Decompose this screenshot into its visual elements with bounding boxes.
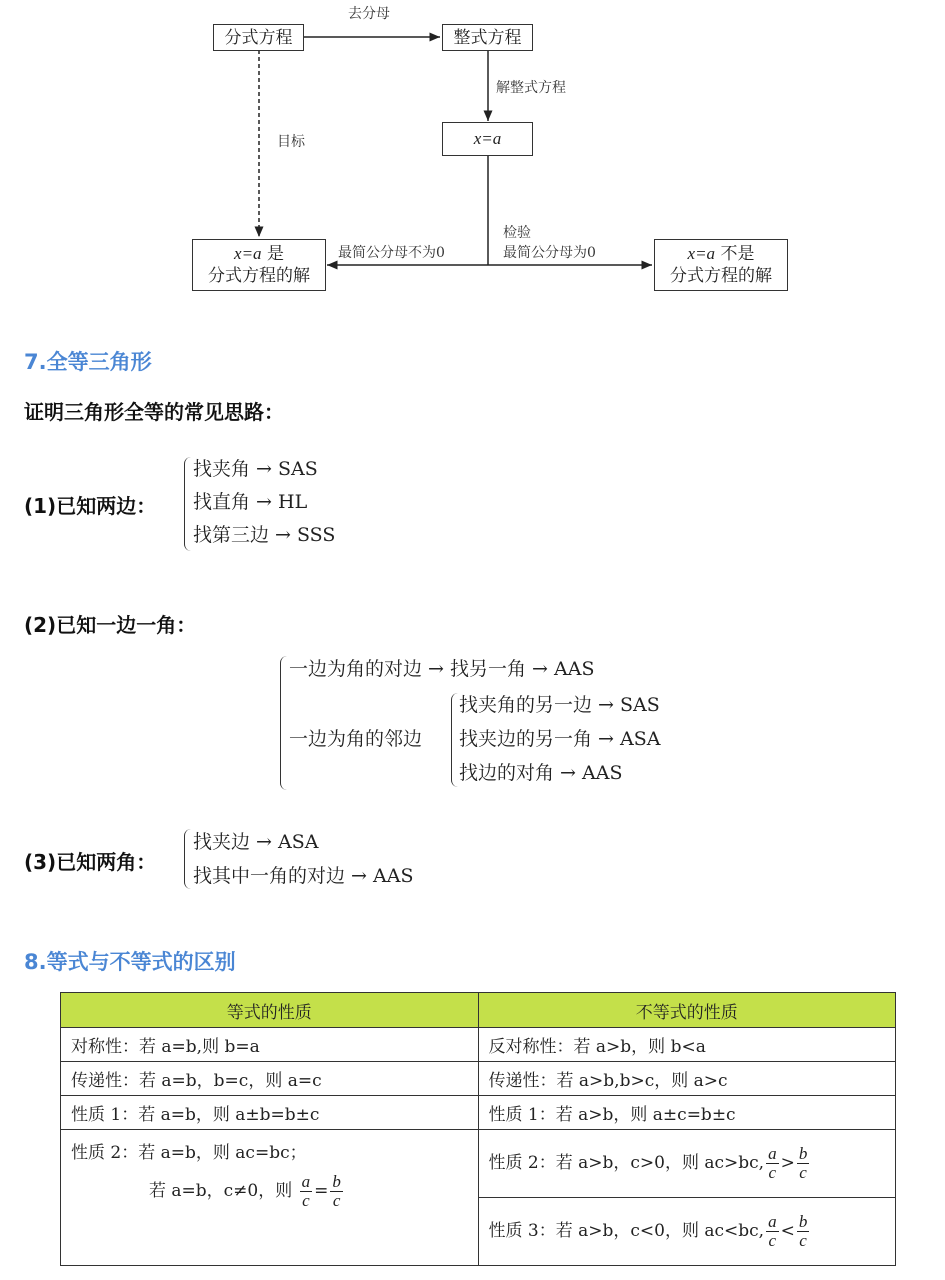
case2-adjacent-item: 找夹边的另一角 → ASA (459, 728, 661, 750)
denominator: c (332, 1191, 341, 1210)
math-expr: x=a (687, 244, 716, 263)
fraction (797, 1213, 810, 1250)
brace (184, 829, 191, 889)
label-remove-denominator: 去分母 (348, 6, 390, 22)
box-fractional-equation (213, 24, 304, 51)
comparison-table (60, 992, 896, 1266)
fraction (330, 1173, 343, 1210)
table-row (61, 1130, 896, 1198)
table-row (61, 1096, 896, 1130)
section7-intro: 证明三角形全等的常见思路： (24, 400, 284, 424)
case2-opposite: 一边为角的对边 → 找另一角 → AAS (289, 658, 595, 680)
fraction (766, 1145, 779, 1182)
label-lcd-not-zero: 最简公分母不为0 (338, 245, 445, 261)
box-is-solution (192, 239, 326, 291)
numerator: a (768, 1144, 777, 1163)
table-cell: 性质 1：若 a=b，则 a±b=b±c (61, 1096, 479, 1130)
case3-label: (3)已知两角： (24, 850, 157, 874)
label-goal: 目标 (277, 134, 305, 150)
table-cell-ineq-prop3 (478, 1198, 896, 1266)
operator: = (314, 1181, 329, 1201)
label-lcd-zero: 最简公分母为0 (503, 245, 596, 261)
box-not-solution (654, 239, 788, 291)
brace (451, 693, 458, 787)
denominator: c (302, 1191, 310, 1210)
fraction (300, 1173, 313, 1210)
table-cell-eq-prop2 (61, 1130, 479, 1266)
box-label: 整式方程 (453, 27, 522, 48)
denominator: c (799, 1231, 807, 1250)
operator: > (780, 1153, 795, 1173)
case3-item: 找其中一角的对边 → AAS (193, 865, 414, 887)
table-cell: 对称性：若 a=b,则 b=a (61, 1028, 479, 1062)
table-cell-ineq-prop2 (478, 1130, 896, 1198)
label-solve-integral: 解整式方程 (496, 80, 566, 96)
math-expr: x=a (234, 244, 262, 263)
case2-label: (2)已知一边一角： (24, 613, 197, 637)
table-header: 等式的性质 (61, 993, 479, 1028)
box-integral-equation (442, 24, 533, 51)
box-label: 不是 (720, 244, 755, 264)
case1-item: 找夹角 → SAS (193, 458, 318, 480)
table-cell: 传递性：若 a=b，b=c，则 a=c (61, 1062, 479, 1096)
table-row (61, 1062, 896, 1096)
denominator: c (768, 1231, 777, 1250)
case3-item: 找夹边 → ASA (193, 831, 319, 853)
eq-prop2-line2 (71, 1173, 468, 1210)
case1-item: 找第三边 → SSS (193, 524, 336, 546)
section7-title: 7.全等三角形 (24, 350, 152, 374)
label-check: 检验 (503, 225, 531, 241)
ineq-prop3-text: 性质 3：若 a>b，c<0，则 ac<bc, (488, 1221, 765, 1241)
table-cell: 传递性：若 a>b,b>c，则 a>c (478, 1062, 896, 1096)
fraction (766, 1213, 779, 1250)
table-cell: 性质 1：若 a>b，则 a±c=b±c (478, 1096, 896, 1130)
table-cell: 反对称性：若 a>b，则 b<a (478, 1028, 896, 1062)
table-row (61, 1028, 896, 1062)
box-label: 是 (266, 244, 284, 264)
box-label: 分式方程的解 (208, 266, 310, 286)
box-label: x=a (473, 129, 502, 148)
numerator: b (332, 1172, 341, 1191)
brace (184, 457, 191, 551)
case2-adjacent-item: 找边的对角 → AAS (459, 762, 623, 784)
denominator: c (768, 1163, 777, 1182)
denominator: c (799, 1163, 807, 1182)
numerator: b (798, 1144, 808, 1163)
case2-adjacent-item: 找夹角的另一边 → SAS (459, 694, 660, 716)
case1-label: (1)已知两边： (24, 494, 157, 518)
ineq-prop2-text: 性质 2：若 a>b，c>0，则 ac>bc, (488, 1153, 765, 1173)
eq-prop2-text: 若 a=b，c≠0，则 (149, 1181, 293, 1201)
case1-item: 找直角 → HL (193, 491, 308, 513)
section8-title: 8.等式与不等式的区别 (24, 950, 236, 974)
box-solution (442, 122, 533, 156)
numerator: a (301, 1172, 311, 1191)
operator: < (780, 1221, 795, 1241)
box-label: 分式方程的解 (670, 266, 772, 286)
eq-prop2-line1: 性质 2：若 a=b，则 ac=bc； (71, 1143, 307, 1163)
numerator: b (798, 1212, 808, 1231)
table-header-row (61, 993, 896, 1028)
fraction (797, 1145, 810, 1182)
case2-adjacent: 一边为角的邻边 (289, 728, 423, 750)
box-label: 分式方程 (224, 27, 293, 48)
numerator: a (768, 1212, 777, 1231)
brace (280, 656, 287, 790)
table-header: 不等式的性质 (478, 993, 896, 1028)
